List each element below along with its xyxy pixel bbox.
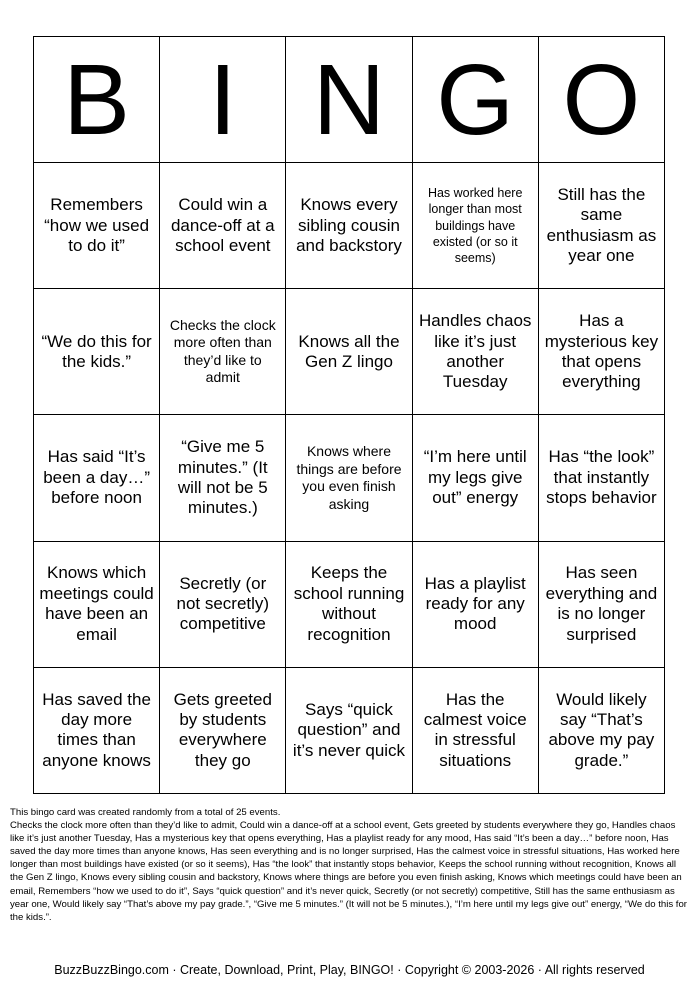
- bingo-square: Knows all the Gen Z lingo: [286, 289, 412, 415]
- bingo-square: Gets greeted by students everywhere they go: [160, 668, 286, 794]
- bingo-card-grid: [33, 36, 665, 794]
- bingo-square: Keeps the school running without recognition: [286, 542, 412, 668]
- bingo-square: Checks the clock more often than they’d like to admit: [160, 289, 286, 415]
- bingo-square: Knows which meetings could have been an email: [34, 542, 160, 668]
- bingo-square: Has “the look” that instantly stops behavior: [539, 415, 665, 541]
- bingo-square: Still has the same enthusiasm as year one: [539, 163, 665, 289]
- bingo-square: Handles chaos like it’s just another Tuesday: [413, 289, 539, 415]
- bingo-square: Has saved the day more times than anyone knows: [34, 668, 160, 794]
- bingo-square: “Give me 5 minutes.” (It will not be 5 minutes.): [160, 415, 286, 541]
- bingo-square: Has the calmest voice in stressful situations: [413, 668, 539, 794]
- bingo-square: Secretly (or not secretly) competitive: [160, 542, 286, 668]
- bingo-square: Knows every sibling cousin and backstory: [286, 163, 412, 289]
- bingo-square: Would likely say “That’s above my pay grade.”: [539, 668, 665, 794]
- bingo-square: “I’m here until my legs give out” energy: [413, 415, 539, 541]
- bingo-square: Has said “It’s been a day…” before noon: [34, 415, 160, 541]
- bingo-square: Could win a dance-off at a school event: [160, 163, 286, 289]
- bingo-square: Has a playlist ready for any mood: [413, 542, 539, 668]
- header-letter-g: G: [413, 37, 539, 163]
- header-letter-b: B: [34, 37, 160, 163]
- copyright-footer: BuzzBuzzBingo.com · Create, Download, Print, Play, BINGO! · Copyright © 2003-2026 · All rights reserved: [54, 963, 645, 977]
- header-letter-n: N: [286, 37, 412, 163]
- header-letter-i: I: [160, 37, 286, 163]
- card-intro-text: This bingo card was created randomly from a total of 25 events.: [10, 807, 281, 818]
- bingo-square: “We do this for the kids.”: [34, 289, 160, 415]
- bingo-square: Says “quick question” and it’s never quick: [286, 668, 412, 794]
- header-letter-o: O: [539, 37, 665, 163]
- card-description: [10, 806, 690, 924]
- card-events-list: Checks the clock more often than they’d like to admit, Could win a dance-off at a school event, Gets greeted by students everywhere they go, Handles chaos like it’s just another Tuesday, Has a mysterious key that opens everything, Has a playlist ready for any mood, Has said “It’s been a day…” before noon, Has saved the day more times than anyone knows, Has seen everything and is no longer surprised, Has the calmest voice in stressful situations, Has worked here longer than most buildings have existed (or so it seems), Has “the look” that instantly stops behavior, Keeps the school running without recognition, Knows all the Gen Z lingo, Knows every sibling cousin and backstory, Knows where things are before you even finish asking, Knows which meetings could have been an email, Remembers “how we used to do it”, Says “quick question” and it’s never quick, Secretly (or not secretly) competitive, Still has the same enthusiasm as year one, Would likely say “That’s above my pay grade.”, “Give me 5 minutes.” (It will not be 5 minutes.), “I’m here until my legs give out” energy, “We do this for the kids.”.: [10, 820, 687, 923]
- bingo-square: Remembers “how we used to do it”: [34, 163, 160, 289]
- bingo-square: Has a mysterious key that opens everything: [539, 289, 665, 415]
- bingo-square: Has worked here longer than most buildings have existed (or so it seems): [413, 163, 539, 289]
- bingo-square: Knows where things are before you even finish asking: [286, 415, 412, 541]
- bingo-square: Has seen everything and is no longer surprised: [539, 542, 665, 668]
